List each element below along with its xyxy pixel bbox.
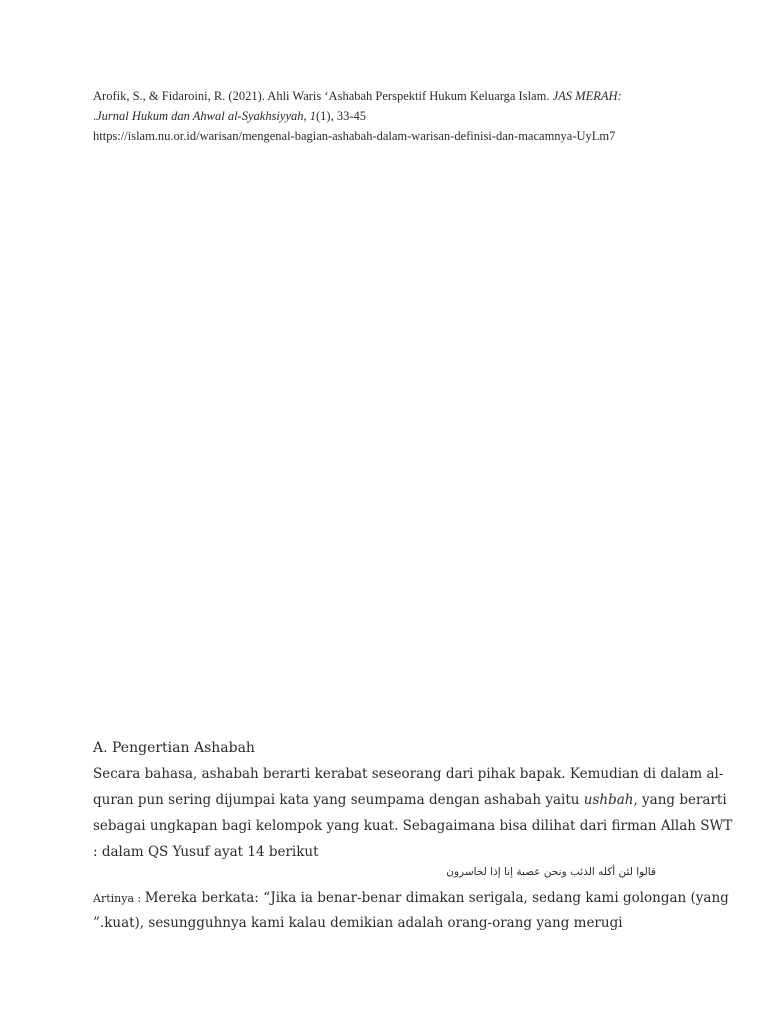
translation-label: Artinya : [93, 892, 145, 905]
reference-1-volume: 1 [309, 109, 316, 123]
paragraph-line-4: : dalam QS Yusuf ayat 14 berikut [93, 844, 319, 860]
reference-1-line-1 [93, 86, 693, 106]
paragraph-line-2-text: quran pun sering dijumpai kata yang seumpama dengan ashabah yaitu [93, 792, 584, 808]
reference-1-prefix: . [93, 109, 97, 123]
reference-1-separator: , [303, 109, 310, 123]
reference-1-authors-title: Arofik, S., & Fidaroini, R. (2021). Ahli Waris ‘Ashabah Perspektif Hukum Keluarga Islam. [93, 89, 553, 103]
translation-line-2: ”.kuat), sesungguhnya kami kalau demikian adalah orang-orang yang merugi [93, 915, 623, 931]
reference-2-url[interactable]: https://islam.nu.or.id/warisan/mengenal-bagian-ashabah-dalam-warisan-definisi-dan-macamnya-UyLm7 [93, 129, 616, 143]
verse-translation [93, 886, 729, 935]
translation-line-1-text: Mereka berkata: “Jika ia benar-benar dimakan serigala, sedang kami golongan (yang [144, 890, 729, 906]
reference-1-line-2 [93, 106, 693, 126]
paragraph-line-2 [93, 787, 727, 813]
paragraph-line-2-end: , yang berarti [633, 792, 727, 808]
reference-1-journal-name: JAS MERAH: [552, 89, 622, 103]
reference-1-issue-pages: (1), 33-45 [316, 109, 366, 123]
paragraph-line-1: Secara bahasa, ashabah berarti kerabat seseorang dari pihak bapak. Kemudian di dalam al- [93, 766, 724, 782]
arabic-verse: قالوا لئن أكله الذئب ونحن عصبة إنا إذا لخاسرون [446, 866, 656, 878]
paragraph-line-3: sebagai ungkapan bagi kelompok yang kuat. Sebagaimana bisa dilihat dari firman Allah SWT [93, 818, 733, 834]
reference-list [93, 86, 693, 146]
reference-1-journal-subtitle: Jurnal Hukum dan Ahwal al-Syakhsiyyah [96, 109, 304, 123]
translation-line-1 [93, 886, 729, 911]
term-ushbah: ushbah [583, 792, 634, 808]
section-heading: A. Pengertian Ashabah [93, 740, 255, 756]
section-pengertian-ashabah [93, 737, 733, 865]
